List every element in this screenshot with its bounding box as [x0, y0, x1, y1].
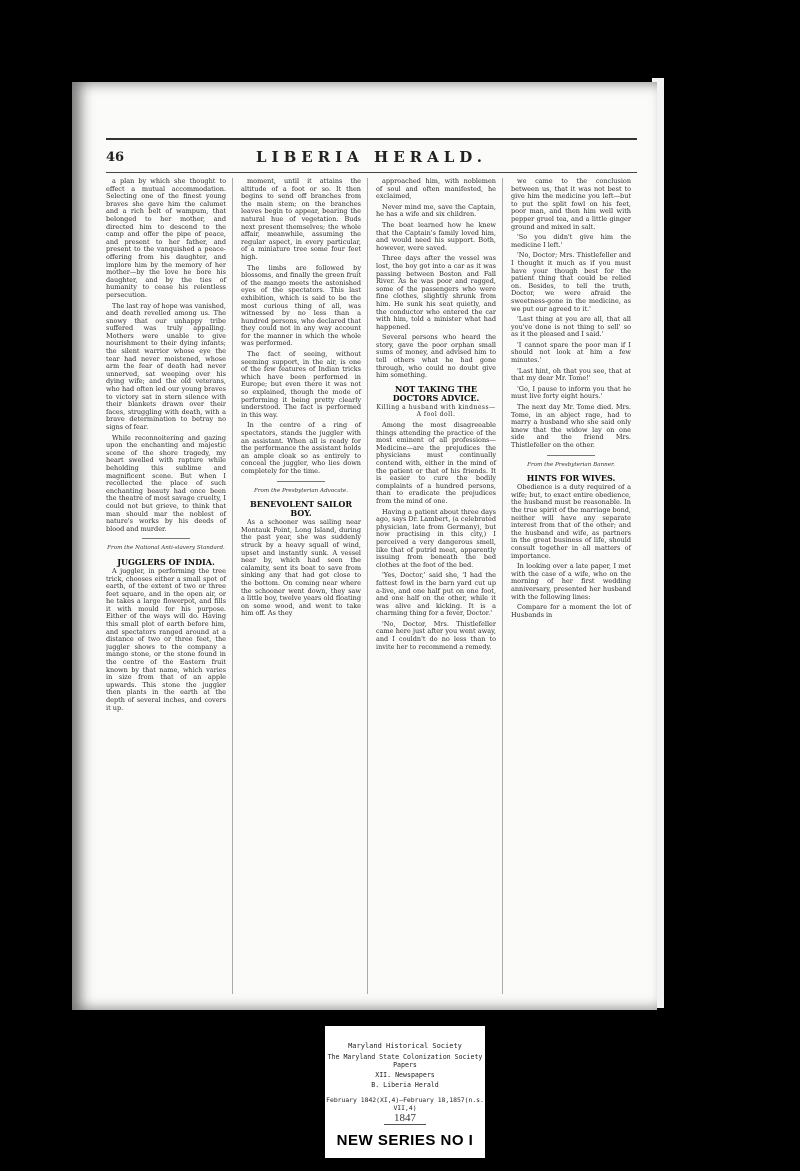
paragraph: 'No, Doctor; Mrs. Thistlefeller and I thought it much as if you must have your though best for the patient thing that could be relied on. Besides, to tell the truth, Doctor, we were afraid the sweetness-gone in the medicine, as we put our agreed to it.'	[511, 251, 631, 313]
paragraph: The limbs are followed by blossoms, and finally the green fruit of the mango meets the astonished eyes of the spectators. This last exhibition, which is said to be the most curious thing of all, was witnessed by no less than a hundred persons, who declared that they could not in any way account for the manner in which the whole was performed.	[241, 263, 361, 348]
article-columns	[106, 178, 637, 994]
paragraph: moment, until it attains the altitude of a foot or so. It then begins to send off branches from the main stem; on the branches leaves begin to appear, bearing the natural hue of vegetation. Buds next present themselves; the whole affair, meanwhile, assuming the regular aspect, in every particular, of a miniature tree some four feet high.	[241, 178, 361, 261]
paragraph: Compare for a moment the lot of Husbands in	[511, 603, 631, 619]
paragraph: 'Last hint, oh that you see, that at that my dear Mr. Tome!'	[511, 366, 631, 383]
paragraph: 'So you didn't give him the medicine I left.'	[511, 233, 631, 249]
paragraph: 'Go, I pause to inform you that he must live forty eight hours.'	[511, 384, 631, 401]
source-credit: From the National Anti-slavery Standard.	[107, 545, 225, 552]
society-name: Maryland Historical Society	[348, 1042, 462, 1050]
paragraph: 'I cannot spare the poor man if I should not look at him a few minutes.'	[511, 340, 631, 365]
section-divider	[142, 538, 190, 539]
newspaper-page	[72, 82, 657, 1010]
top-rule	[106, 138, 637, 140]
column-3	[376, 178, 503, 994]
paragraph: The last ray of hope was vanished, and death revelled among us. The snowy that our unhappy tribe suffered was truly appalling. Mothers were unable to give nourishment to their dying infants; the silent warrior whose eye the tear had never moistened, whose arm the fear of death had never unnerved, sat weeping over his dying wife; and the old veterans, who had often led our young braves to victory sat in stern silence with their blankets drawn over their faces, struggling with death, with a brave determination to betray no signs of fear.	[106, 301, 226, 431]
paragraph: Obedience is a duty required of a wife; but, to exact entire obedience, the husband must be reasonable. In the true spirit of the marriage bond, neither will have any separate interest from that of the other; and the husband and wife, as partners in the great business of life, should consult together in all matters of importance.	[511, 483, 631, 560]
series-label: XII. Newspapers	[375, 1071, 435, 1079]
year-value: 1847	[384, 1112, 426, 1125]
subseries-label: B. Liberia Herald	[371, 1081, 439, 1089]
year-label	[325, 1112, 485, 1124]
column-1	[106, 178, 233, 994]
series-banner: NEW SERIES NO I	[336, 1132, 474, 1149]
article-headline: BENEVOLENT SAILOR BOY.	[249, 499, 353, 519]
paragraph: a plan by which she thought to effect a mutual accommodation. Selecting one of the finest young braves she gave him the calumet and a rich belt of wampum, that belonged to her mother, and directed him to descend to the camp and offer the pipe of peace, and present to her father, and present to the vanquished a peace-offering from his daughter, and implore him by the memory of her mother—by the love he bore his daughter, and by the ties of humanity to cease his relentless persecution.	[106, 178, 226, 299]
paragraph: In looking over a late paper, I met with the case of a wife, who on the morning of her first wedding anniversary, presented her husband with the following lines:	[511, 562, 631, 601]
column-2	[241, 178, 368, 994]
date-range: February 1842(XI,4)—February 18,1857(n.s. VII,4)	[326, 1096, 484, 1112]
paragraph: Never mind me, save the Captain, he has a wife and six children.	[376, 202, 496, 219]
paragraph: 'Yes, Doctor,' said she, 'I had the fattest fowl in the barn yard cut up a-live, and one half put on one foot, and one half on the other, while it was alive and kicking. It is a charming thing for a fever, Doctor.'	[376, 571, 496, 618]
paragraph: The fact of seeing, without seeming support, in the air, is one of the few features of Indian tricks which have been performed in Europe; but even there it was not so explained, though the mode of performing it being pretty clearly understood. The fact is performed in this way.	[241, 350, 361, 419]
source-credit: From the Presbyterian Banner.	[527, 461, 615, 468]
paragraph: Among the most disagreeable things attending the practice of the most eminent of all professions—Medicine—are the prejudices the physicians must continually contend with, either in the mind of the patient or that of his friends. It is easier to cure the bodily complaints of a hundred persons, than to eradicate the prejudices from the mind of one.	[376, 421, 496, 505]
paragraph: The boat learned how he knew that the Captain's family loved him, and would need his support. Both, however, were saved.	[376, 220, 496, 252]
paragraph: As a schooner was sailing near Montauk Point, Long Island, during the past year, she was suddenly struck by a heavy squall of wind, upset and instantly sunk. A vessel near by, which had seen the calamity, sent its boat to save from sinking any that had got close to the bottom. On coming near where the schooner went down, they saw a little boy, twelve years old floating on some wood, and went to take him off. As they	[241, 518, 361, 618]
article-headline: NOT TAKING THE DOCTORS ADVICE.	[392, 383, 480, 403]
paragraph: A juggler, in performing the tree trick, chooses either a small spot of earth, of the extent of two or three feet square, and in the open air, or he takes a large flowerpot, and fills it with mould for his purpose. Either of the ways will do. Having this small plot of earth before him, and spectators ranged around at a distance of two or three feet, the juggler shows to the company a mango stone, or the stone found in the centre of the Eastern fruit known by that name, which varies in size from that of an apple upwards. This stone the juggler then plants in the earth at the depth of several inches, and covers it up.	[106, 566, 226, 712]
section-divider	[277, 481, 325, 482]
paragraph: Three days after the vessel was lost, the boy got into a car as it was passing between Boston and Fall River. As he was poor and ragged, some of the passengers who were fine clothes, slightly shrunk from him. He sunk his seat quietly, and the conductor who entered the car with him, told a minister what had happened.	[376, 254, 496, 331]
article-headline: HINTS FOR WIVES.	[526, 473, 616, 484]
section-divider	[547, 455, 595, 456]
paragraph: In the centre of a ring of spectators, stands the juggler with an assistant. When all is ready for the performance the assistant holds an ample cloak so as entirely to conceal the juggler, who lies down completely for the time.	[241, 421, 361, 475]
page-header	[106, 144, 637, 172]
paragraph: The next day Mr. Tome died. Mrs. Tome, in an abject rage, had to marry a husband who she said only knew that the widow lay on one side and the friend Mrs. Thistlefeller on the other.	[511, 403, 631, 449]
paragraph: approached him, with noblemen of soul and often manifested, he exclaimed,	[376, 178, 496, 201]
page-number: 46	[106, 150, 125, 165]
article-headline: JUGGLERS OF INDIA.	[117, 556, 215, 567]
paragraph: Several persons who heard the story, gave the poor orphan small sums of money, and advised him to tell others what he had gone through, who could no doubt give him something.	[376, 333, 496, 380]
paragraph: we came to the conclusion between us, that it was not best to give him the medicine you left—but to put the split fowl on his feet, poor man, and then him well with pepper gruel tea, and a little ginger ground and mixed in salt.	[511, 178, 631, 231]
paragraph: While reconnoitering and gazing upon the enchanting and majestic scene of the shore tragedy, my heart swelled with rapture while beholding this sublime and magnificent scene. But when I recollected the place of such enchanting beauty had once been the theatre of most savage cruelty, I could not but grieve, to think that man should mar the noblest of nature's works by his deeds of blood and murder.	[106, 433, 226, 533]
catalog-card	[325, 1026, 485, 1158]
paragraph: 'Last thing at you are all, that all you've done is not thing to sell' so as it the pleased and I said.'	[511, 315, 631, 339]
paragraph: 'No, Doctor, Mrs. Thistlefeller came here just after you went away, and I couldn't do no less than to invite her to recommend a remedy.	[376, 619, 496, 651]
article-subhead: Killing a husband with kindness—A fool doll.	[376, 403, 496, 419]
header-rule	[106, 172, 637, 173]
collection-name: The Maryland State Colonization Society Papers	[327, 1053, 483, 1069]
paragraph: Having a patient about three days ago, says Dr. Lambert, (a celebrated physician, late from Germany), but now practising in this city,) I perceived a very dangerous smell, like that of putrid meat, apparently issuing from beneath the bed clothes at the foot of the bed.	[376, 507, 496, 569]
source-credit: From the Presbyterian Advocate.	[254, 487, 348, 494]
column-4	[511, 178, 637, 994]
masthead-title: LIBERIA HERALD.	[256, 148, 487, 166]
